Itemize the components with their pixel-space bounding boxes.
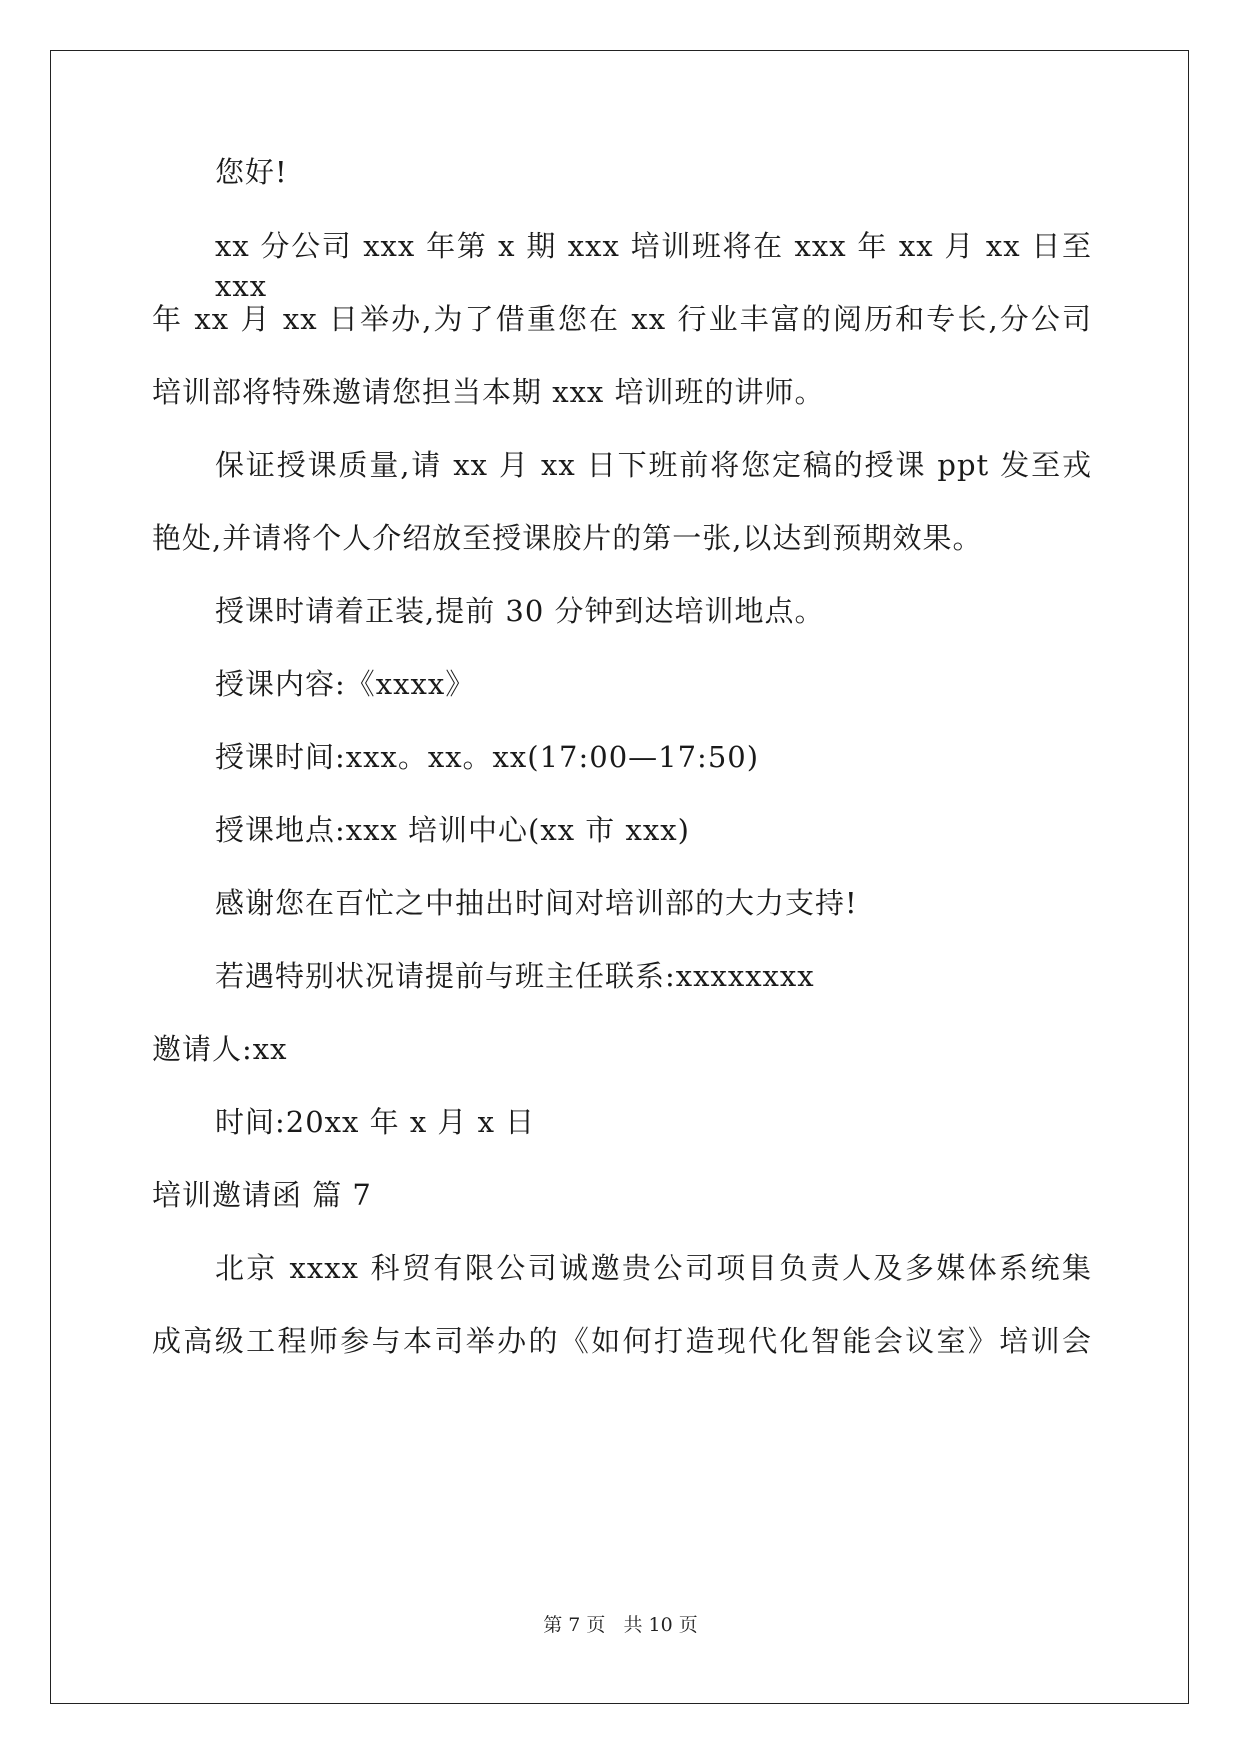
paragraph-2-line-2: 艳处,并请将个人介绍放至授课胶片的第一张,以达到预期效果。 [152, 521, 983, 555]
thanks-note: 感谢您在百忙之中抽出时间对培训部的大力支持! [215, 886, 858, 920]
paragraph-1-line-1: xx 分公司 xxx 年第 x 期 xxx 培训班将在 xxx 年 xx 月 xx 日至 xxx [215, 229, 1092, 303]
page-number: 第 7 页 [543, 1614, 606, 1636]
paragraph-3-line-2: 成高级工程师参与本司举办的《如何打造现代化智能会议室》培训会 [152, 1324, 1092, 1358]
greeting: 您好! [215, 155, 288, 189]
paragraph-1-line-2: 年 xx 月 xx 日举办,为了借重您在 xx 行业丰富的阅历和专长,分公司 [152, 302, 1092, 336]
page-total: 共 10 页 [623, 1614, 698, 1636]
date-line: 时间:20xx 年 x 月 x 日 [215, 1105, 536, 1139]
page-footer [0, 1613, 1241, 1637]
paragraph-2-line-1: 保证授课质量,请 xx 月 xx 日下班前将您定稿的授课 ppt 发至戎 [215, 448, 1092, 482]
inviter: 邀请人:xx [152, 1032, 288, 1066]
dress-code-note: 授课时请着正装,提前 30 分钟到达培训地点。 [215, 594, 825, 628]
course-time: 授课时间:xxx。xx。xx(17:00—17:50) [215, 740, 760, 774]
paragraph-3-line-1: 北京 xxxx 科贸有限公司诚邀贵公司项目负责人及多媒体系统集 [215, 1251, 1092, 1285]
contact-note: 若遇特别状况请提前与班主任联系:xxxxxxxx [215, 959, 815, 993]
paragraph-1-line-3: 培训部将特殊邀请您担当本期 xxx 培训班的讲师。 [152, 375, 825, 409]
course-content: 授课内容:《xxxx》 [215, 667, 476, 701]
section-heading: 培训邀请函 篇 7 [152, 1178, 372, 1212]
course-location: 授课地点:xxx 培训中心(xx 市 xxx) [215, 813, 690, 847]
